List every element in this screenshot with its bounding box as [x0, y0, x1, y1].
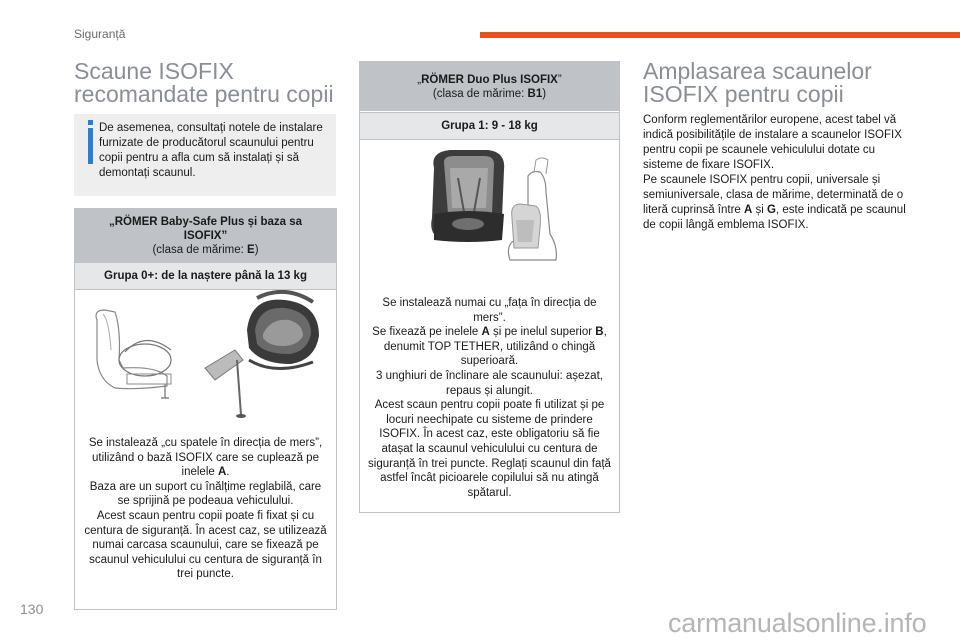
weight-group: Grupa 0+: de la naștere până la 13 kg: [75, 262, 336, 290]
desc-p3: Acest scaun pentru copii poate fi fixat și cu centura de siguranță. În acest caz, se utilizează numai carcasa scaunului, care se fixează pe scaunul vehiculului cu centura de siguranță în trei puncte.: [84, 509, 327, 581]
left-title-line1: Scaune ISOFIX: [74, 58, 234, 84]
duo-plus-seat-illustration: [360, 148, 619, 288]
right-paragraph-2: Pe scaunele ISOFIX pentru copii, universale și semiuniversale, clasa de mărime, determinată de o literă cuprinsă între A și G, este indicată pe scaunul de copii lângă emblema ISOFIX.: [643, 174, 906, 231]
baby-seat-illustration: [75, 290, 336, 430]
right-body: [643, 113, 907, 233]
card-header: [360, 62, 619, 111]
weight-group: Grupa 1: 9 - 18 kg: [360, 112, 619, 140]
page-number: 130: [20, 601, 44, 617]
card-description: [75, 436, 336, 582]
desc-p4: Acest scaun pentru copii poate fi utilizat și pe locuri neechipate cu sisteme de prindere ISOFIX. În acest caz, este obligatoriu să fie atașat la scaunul vehiculului cu centura de siguranță în trei puncte. Reglați scaunul din față astfel încât picioarele copilului să nu atingă spătarul.: [368, 399, 611, 499]
card-description: [360, 296, 619, 500]
seat-size-class: (clasa de mărime: E): [152, 243, 259, 256]
desc-p3: 3 unghiuri de înclinare ale scaunului: așezat, repaus și alungit.: [376, 369, 603, 397]
info-icon: [86, 120, 96, 164]
desc-p2: Baza are un suport cu înălțime reglabilă, care se sprijină pe podeaua vehiculului.: [89, 480, 322, 508]
header-accent-bar: [480, 32, 960, 38]
section-label: Siguranță: [74, 27, 126, 41]
card-header: [75, 209, 336, 262]
note-text: De asemenea, consultați notele de instalare furnizate de producătorul scaunului pentru copii pentru a afla cum să instalați și să demontați scaunul.: [99, 122, 323, 179]
right-title-line1: Amplasarea scaunelor: [643, 58, 872, 84]
left-title: [74, 60, 334, 106]
right-title-line2: ISOFIX pentru copii: [643, 81, 844, 107]
right-paragraph-1: Conform reglementărilor europene, acest tabel vă indică posibilitățile de instalare a scaunelor ISOFIX pentru copii pe scaunele vehiculului dotate cu sisteme de fixare ISOFIX.: [643, 114, 902, 171]
desc-p2: Se fixează pe inelele A și pe inelul superior B, denumit TOP TETHER, utilizând o chingă superioară.: [372, 326, 607, 368]
left-title-line2: recomandate pentru copii: [74, 81, 334, 107]
seat-name: „RÖMER Duo Plus ISOFIX”: [417, 73, 562, 86]
seat-name-line2: ISOFIX”: [183, 229, 228, 242]
child-seat-card-duo-plus: [359, 61, 620, 513]
right-title: [643, 60, 872, 106]
desc-p1: Se instalează „cu spatele în direcția de mers”, utilizând o bază ISOFIX care se cuplează pe inelele A.: [88, 437, 323, 479]
desc-p1: Se instalează numai cu „fața în direcția de mers”.: [382, 297, 597, 324]
seat-name-line1: „RÖMER Baby-Safe Plus și baza sa: [108, 215, 302, 228]
child-seat-card-baby-safe: [74, 208, 337, 610]
seat-size-class: (clasa de mărime: B1): [432, 87, 547, 100]
watermark: carmanualsonline.info: [668, 608, 927, 638]
